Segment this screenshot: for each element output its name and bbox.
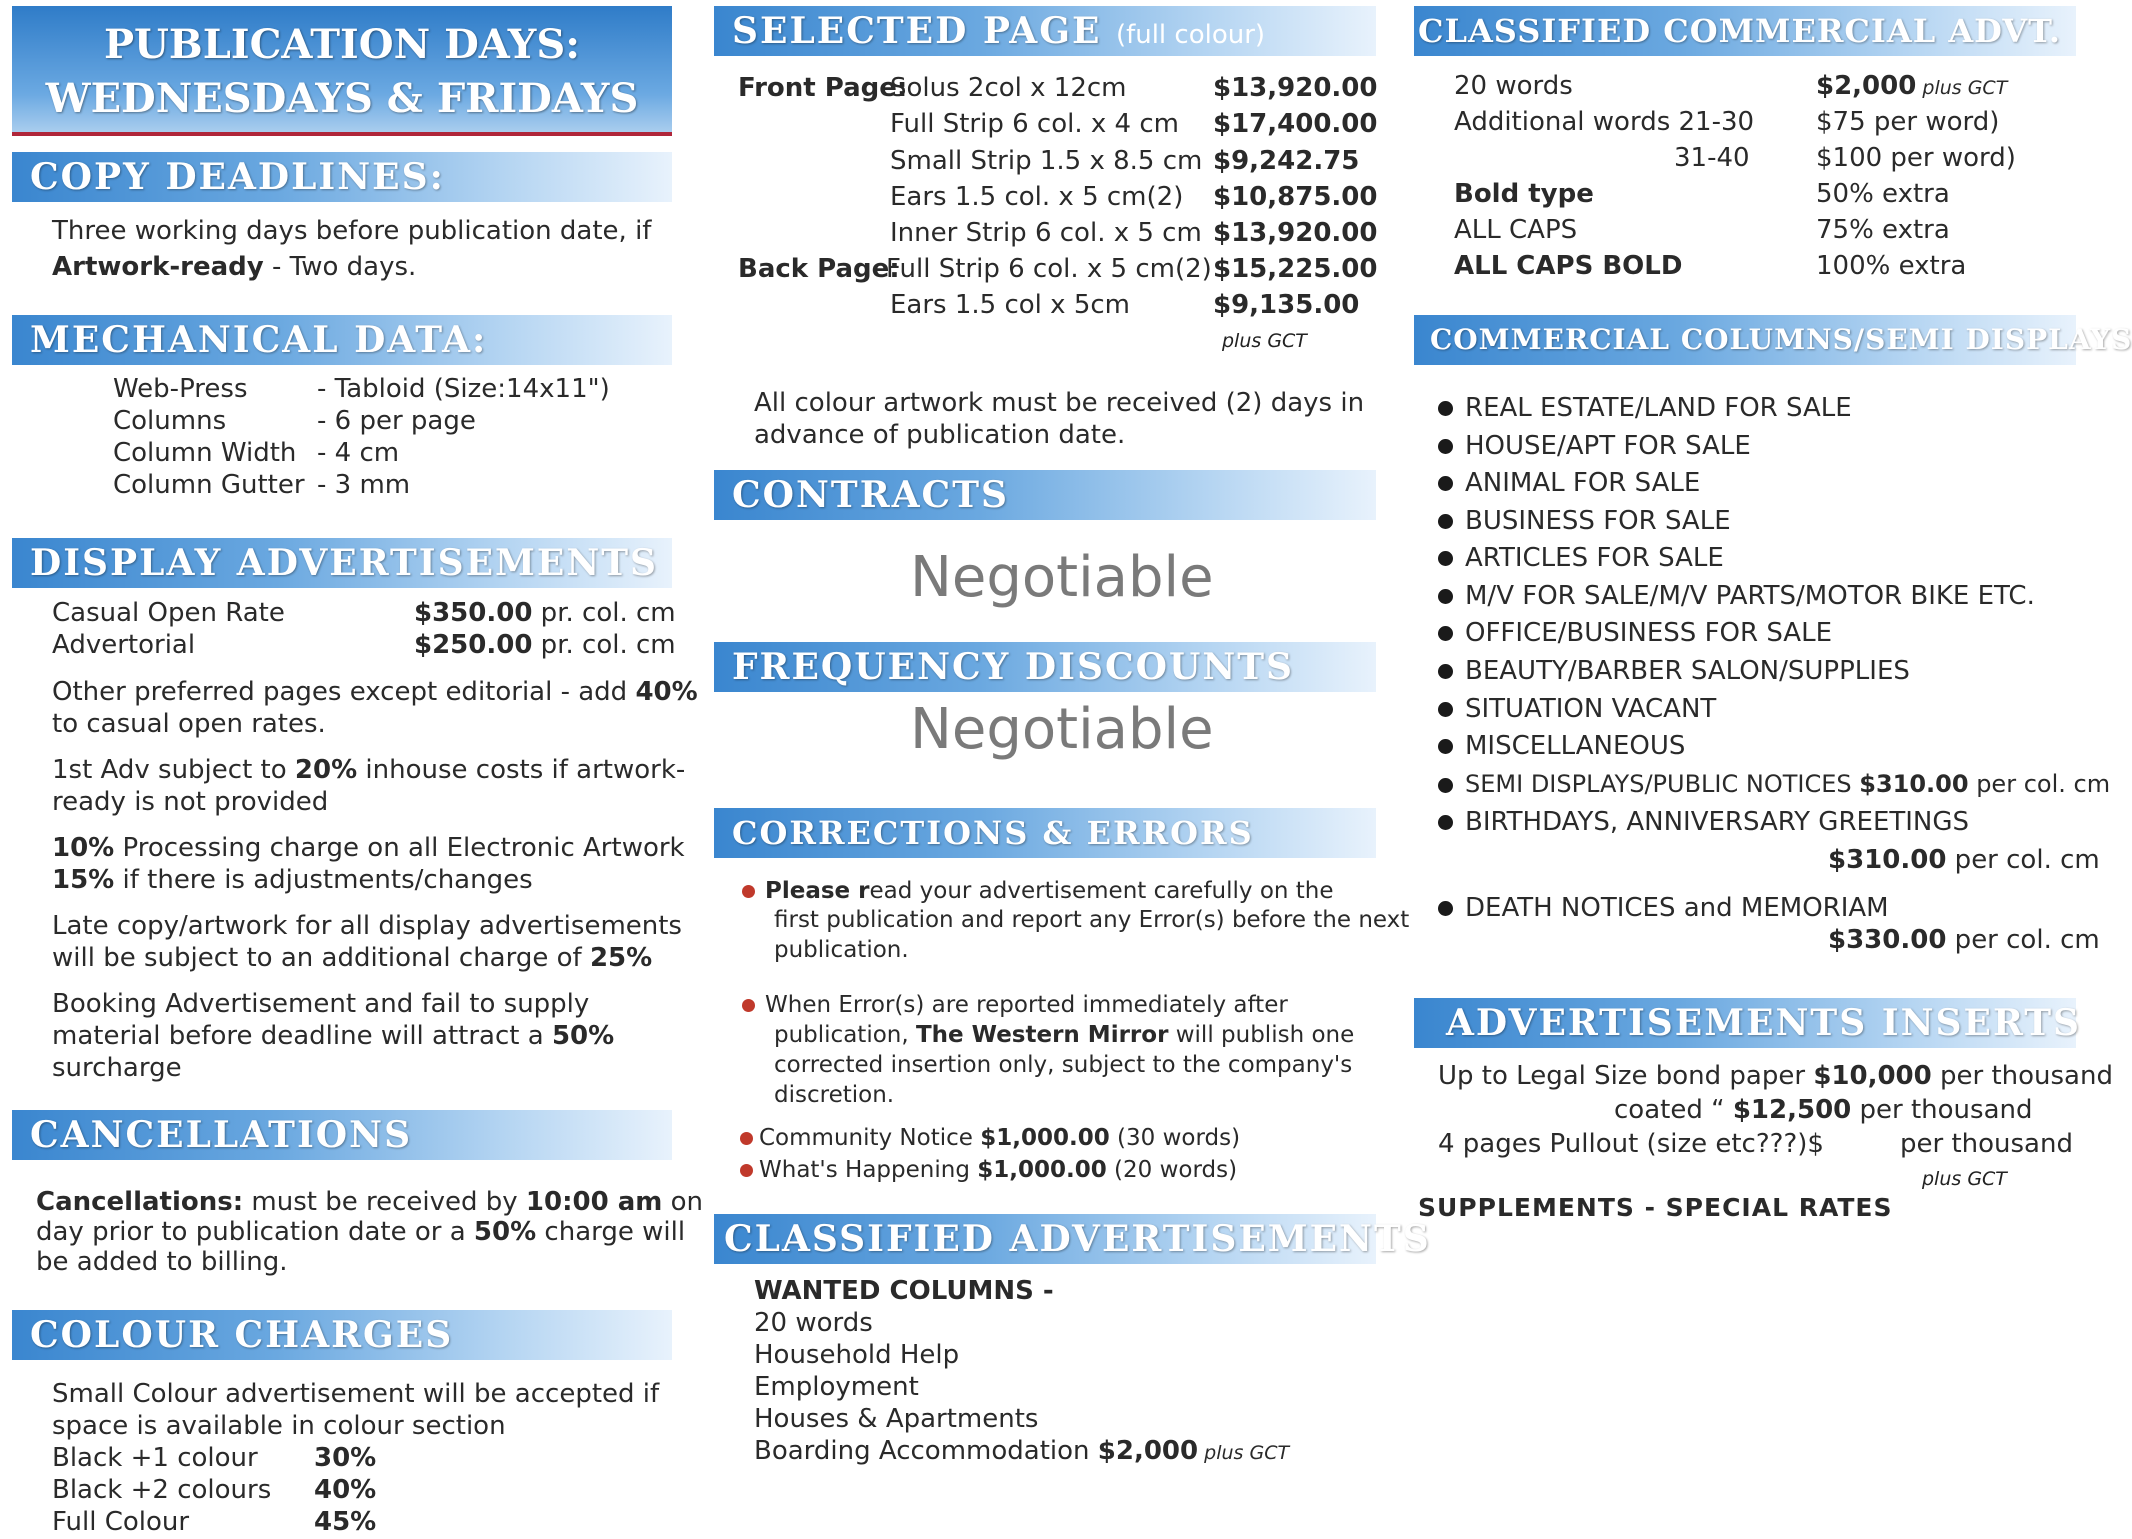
mechanical-value: - Tabloid (Size:14x11") — [317, 374, 610, 404]
corrections-bullet-1 — [742, 876, 1334, 906]
note-text: if there is adjustments/changes — [114, 865, 533, 895]
selected-page-price: $9,242.75 — [1213, 146, 1360, 176]
red-bullet-icon — [740, 1132, 753, 1145]
commercial-advt-value: 100% extra — [1816, 251, 1967, 281]
cancellations-line2 — [36, 1216, 685, 1248]
commercial-advt-row: 31-40 — [1674, 143, 1750, 173]
birthdays-price — [1828, 844, 2100, 876]
commercial-column-item — [1438, 693, 1716, 725]
inserts-heading: ADVERTISEMENTS INSERTS — [1414, 998, 2076, 1048]
corrections-bullet-1-line3: publication. — [774, 937, 909, 963]
bullet-icon — [1438, 626, 1453, 641]
copy-deadlines-rest: - Two days. — [263, 252, 417, 282]
classified-ads-heading: CLASSIFIED ADVERTISEMENTS — [714, 1214, 1376, 1264]
mechanical-key: Columns — [113, 406, 227, 436]
copy-deadlines-line2 — [52, 251, 416, 283]
selected-page-price: $10,875.00 — [1213, 182, 1378, 212]
note-text: (30 words) — [1109, 1125, 1241, 1151]
note-text: ead your advertisement carefully on the — [869, 878, 1334, 904]
commercial-advt-value: $75 per word) — [1816, 107, 2000, 137]
item-label: M/V FOR SALE/M/V PARTS/MOTOR BIKE ETC. — [1465, 581, 2035, 611]
mechanical-key: Column Width — [113, 438, 297, 468]
rate-label: Advertorial — [52, 630, 196, 660]
classified-item: Boarding Accommodation — [754, 1436, 1098, 1466]
commercial-column-item — [1438, 617, 1832, 649]
front-page-label: Front Page: — [738, 73, 908, 103]
birthdays-row — [1438, 806, 1969, 838]
insert-unit: per thousand — [1851, 1095, 2033, 1125]
note-percent: 40% — [635, 677, 698, 707]
back-page-label: Back Page: — [738, 254, 900, 284]
colour-row — [52, 1474, 376, 1506]
note-percent: 15% — [52, 865, 115, 895]
frequency-discounts-heading: FREQUENCY DISCOUNTS — [714, 642, 1376, 692]
publication-days-line1: PUBLICATION DAYS: — [103, 21, 581, 68]
adjustments-note — [52, 864, 533, 896]
item-unit: per col. cm — [1946, 845, 2100, 875]
mechanical-row — [113, 373, 610, 405]
rate-price: $250.00 — [414, 630, 533, 660]
commercial-column-item — [1438, 655, 1910, 687]
mechanical-row — [113, 469, 410, 501]
commercial-advt-row: ALL CAPS BOLD — [1454, 251, 1683, 281]
late-copy-note-2 — [52, 942, 652, 974]
rate-label: Casual Open Rate — [52, 598, 285, 628]
item-label: SEMI DISPLAYS/PUBLIC NOTICES — [1465, 770, 1860, 798]
booking-note: Booking Advertisement and fail to supply — [52, 989, 590, 1019]
note-text: day prior to publication date or a — [36, 1217, 474, 1247]
commercial-advt-heading: CLASSIFIED COMMERCIAL ADVT. — [1414, 6, 2076, 56]
late-copy-note: Late copy/artwork for all display advertisements — [52, 911, 682, 941]
commercial-column-item — [1438, 580, 2035, 612]
semi-displays-row — [1438, 768, 2110, 800]
death-notices-price — [1828, 924, 2100, 956]
note-percent: 20% — [294, 755, 358, 785]
corrections-heading: CORRECTIONS & ERRORS — [714, 808, 1376, 858]
selected-page-row: Inner Strip 6 col. x 5 cm — [890, 218, 1202, 248]
bullet-icon — [1438, 664, 1453, 679]
selected-page-row: Ears 1.5 col. x 5 cm(2) — [890, 182, 1184, 212]
publication-days-line2: WEDNESDAYS & FRIDAYS — [45, 75, 639, 122]
bullet-icon — [1438, 702, 1453, 717]
selected-page-price: $9,135.00 — [1213, 290, 1360, 320]
publication-days-banner — [12, 6, 672, 136]
item-label: ARTICLES FOR SALE — [1465, 543, 1724, 573]
note-text: What's Happening — [759, 1157, 978, 1183]
selected-page-heading — [714, 6, 1376, 56]
casual-open-rate-row — [52, 597, 676, 629]
community-notice-row — [740, 1123, 1240, 1153]
classified-item: Household Help — [754, 1340, 960, 1370]
commercial-column-item — [1438, 505, 1731, 537]
note-text: charge will — [536, 1217, 686, 1247]
insert-price: $10,000 — [1813, 1061, 1932, 1091]
note-percent: 25% — [589, 943, 653, 973]
colour-note-1: Small Colour advertisement will be accepted if — [52, 1379, 660, 1409]
bullet-icon — [1438, 589, 1453, 604]
cancellations-heading: CANCELLATIONS — [12, 1110, 672, 1160]
note-text: 1st Adv subject to — [52, 755, 295, 785]
mechanical-row — [113, 405, 476, 437]
wanted-columns-label: WANTED COLUMNS - — [754, 1276, 1054, 1306]
item-unit: per col. cm — [1946, 925, 2100, 955]
colour-label: Black +1 colour — [52, 1443, 258, 1473]
note-text: Processing charge on all Electronic Artwork — [114, 833, 685, 863]
item-price: $310.00 — [1828, 845, 1947, 875]
selected-page-row: Full Strip 6 col. x 5 cm(2) — [886, 254, 1212, 284]
classified-item: Houses & Apartments — [754, 1404, 1039, 1434]
item-label: REAL ESTATE/LAND FOR SALE — [1465, 393, 1852, 423]
mechanical-data-heading: MECHANICAL DATA: — [12, 315, 672, 365]
item-label: SITUATION VACANT — [1465, 694, 1717, 724]
please-label: Please r — [765, 878, 870, 904]
colour-artwork-note-1: All colour artwork must be received (2) days in — [754, 388, 1365, 418]
item-label: BEAUTY/BARBER SALON/SUPPLIES — [1465, 656, 1910, 686]
selected-page-row: Small Strip 1.5 x 8.5 cm — [890, 146, 1203, 176]
selected-page-row: Ears 1.5 col x 5cm — [890, 290, 1130, 320]
item-label: MISCELLANEOUS — [1465, 731, 1686, 761]
item-label: BIRTHDAYS, ANNIVERSARY GREETINGS — [1465, 807, 1970, 837]
note-percent: 10% — [52, 833, 115, 863]
inserts-row-3: 4 pages Pullout (size etc???)$ — [1438, 1129, 1824, 1159]
item-unit: per col. cm — [1968, 770, 2111, 798]
preferred-pages-note — [52, 676, 698, 708]
cancellations-line1 — [36, 1186, 703, 1218]
commercial-advt-row: 20 words — [1454, 71, 1573, 101]
processing-charge-note — [52, 832, 685, 864]
notice-price: $1,000.00 — [977, 1157, 1107, 1183]
mechanical-value: - 6 per page — [317, 406, 476, 436]
selected-page-subtitle: (full colour) — [1115, 20, 1266, 50]
cancellations-time: 10:00 am — [525, 1187, 663, 1217]
note-text: must be received by — [243, 1187, 526, 1217]
bullet-icon — [1438, 401, 1453, 416]
advertorial-row — [52, 629, 676, 661]
bullet-icon — [1438, 778, 1453, 793]
note-percent: 50% — [551, 1021, 615, 1051]
artwork-ready-label: Artwork-ready — [52, 252, 264, 282]
commercial-price: $2,000 — [1816, 71, 1917, 101]
selected-page-row: Solus 2col x 12cm — [890, 73, 1127, 103]
mechanical-key: Web-Press — [113, 374, 248, 404]
preferred-pages-note-2: to casual open rates. — [52, 709, 326, 739]
note-text: will publish one — [1168, 1022, 1355, 1048]
rate-unit: pr. col. cm — [532, 630, 676, 660]
bullet-icon — [1438, 739, 1453, 754]
commercial-advt-row: ALL CAPS — [1454, 215, 1578, 245]
colour-percent: 45% — [314, 1507, 377, 1537]
insert-label: coated “ — [1614, 1095, 1733, 1125]
commercial-advt-value — [1816, 70, 2007, 104]
cancellations-label: Cancellations: — [36, 1187, 244, 1217]
commercial-advt-row: Additional words 21-30 — [1454, 107, 1755, 137]
item-label: ANIMAL FOR SALE — [1465, 468, 1701, 498]
cancellations-line3: be added to billing. — [36, 1247, 288, 1277]
colour-percent: 40% — [314, 1475, 377, 1505]
commercial-advt-value: 50% extra — [1816, 179, 1950, 209]
colour-label: Full Colour — [52, 1507, 190, 1537]
note-text: Other preferred pages except editorial - add — [52, 677, 636, 707]
booking-note-2 — [52, 1020, 614, 1052]
selected-page-price: $13,920.00 — [1213, 73, 1378, 103]
commercial-advt-value: 75% extra — [1816, 215, 1950, 245]
classified-item: 20 words — [754, 1308, 873, 1338]
inhouse-costs-note-2: ready is not provided — [52, 787, 329, 817]
copy-deadlines-heading: COPY DEADLINES: — [12, 152, 672, 202]
note-text: will be subject to an additional charge of — [52, 943, 590, 973]
note-text: inhouse costs if artwork- — [357, 755, 686, 785]
notice-price: $1,000.00 — [980, 1125, 1110, 1151]
colour-label: Black +2 colours — [52, 1475, 272, 1505]
item-price: $330.00 — [1828, 925, 1947, 955]
classified-item: Employment — [754, 1372, 919, 1402]
mechanical-value: - 4 cm — [317, 438, 400, 468]
commercial-columns-heading: COMMERCIAL COLUMNS/SEMI DISPLAYS — [1414, 315, 2076, 365]
newspaper-name: The Western Mirror — [915, 1022, 1169, 1048]
rate-unit: pr. col. cm — [532, 598, 676, 628]
corrections-bullet-2 — [742, 990, 1288, 1020]
frequency-discounts-value: Negotiable — [910, 697, 1214, 762]
selected-page-row: Full Strip 6 col. x 4 cm — [890, 109, 1179, 139]
classified-gct: plus GCT — [1198, 1442, 1290, 1464]
selected-page-price: $13,920.00 — [1213, 218, 1378, 248]
note-percent: 50% — [473, 1217, 537, 1247]
bullet-icon — [1438, 439, 1453, 454]
supplements-label: SUPPLEMENTS - SPECIAL RATES — [1418, 1193, 1893, 1222]
corrections-bullet-2-line3: corrected insertion only, subject to the company's — [774, 1052, 1353, 1078]
colour-note-2: space is available in colour section — [52, 1411, 506, 1441]
boarding-accommodation-row — [754, 1435, 1289, 1469]
bullet-icon — [1438, 476, 1453, 491]
rate-price: $350.00 — [414, 598, 533, 628]
death-notices-row — [1438, 892, 1889, 924]
corrections-bullet-2-line4: discretion. — [774, 1082, 895, 1108]
colour-charges-heading: COLOUR CHARGES — [12, 1310, 672, 1360]
contracts-heading: CONTRACTS — [714, 470, 1376, 520]
insert-price: $12,500 — [1732, 1095, 1852, 1125]
bullet-icon — [1438, 514, 1453, 529]
commercial-column-item — [1438, 392, 1852, 424]
inserts-row-3-unit: per thousand — [1900, 1129, 2073, 1159]
bullet-icon — [1438, 551, 1453, 566]
note-text: publication, — [774, 1022, 916, 1048]
item-price: $310.00 — [1859, 770, 1969, 798]
note-text: (20 words) — [1106, 1157, 1238, 1183]
corrections-bullet-1-line2: first publication and report any Error(s) before the next — [774, 907, 1410, 933]
inserts-row-2 — [1614, 1094, 2033, 1126]
mechanical-row — [113, 437, 399, 469]
mechanical-key: Column Gutter — [113, 470, 305, 500]
inserts-gct: plus GCT — [1922, 1168, 2007, 1190]
red-bullet-icon — [742, 999, 755, 1012]
commercial-column-item — [1438, 467, 1700, 499]
selected-page-title: SELECTED PAGE — [732, 10, 1102, 52]
whats-happening-row — [740, 1155, 1237, 1185]
note-text: Community Notice — [759, 1125, 981, 1151]
note-text: on — [662, 1187, 704, 1217]
commercial-column-item — [1438, 430, 1751, 462]
corrections-bullet-2-line2 — [774, 1020, 1354, 1050]
selected-page-gct: plus GCT — [1222, 330, 1307, 352]
commercial-advt-value: $100 per word) — [1816, 143, 2016, 173]
commercial-column-item — [1438, 542, 1724, 574]
commercial-column-item — [1438, 730, 1685, 762]
booking-note-3: surcharge — [52, 1053, 182, 1083]
selected-page-price: $15,225.00 — [1213, 254, 1378, 284]
contracts-value: Negotiable — [910, 545, 1214, 610]
red-bullet-icon — [740, 1164, 753, 1177]
colour-artwork-note-2: advance of publication date. — [754, 420, 1126, 450]
inserts-row-1 — [1438, 1060, 2113, 1092]
bullet-icon — [1438, 815, 1453, 830]
colour-percent: 30% — [314, 1443, 377, 1473]
item-label: OFFICE/BUSINESS FOR SALE — [1465, 618, 1833, 648]
insert-unit: per thousand — [1931, 1061, 2113, 1091]
selected-page-price: $17,400.00 — [1213, 109, 1378, 139]
item-label: DEATH NOTICES and MEMORIAM — [1465, 893, 1889, 923]
copy-deadlines-line1: Three working days before publication date, if — [52, 216, 652, 246]
insert-label: Up to Legal Size bond paper — [1438, 1061, 1814, 1091]
commercial-advt-row: Bold type — [1454, 179, 1594, 209]
classified-price: $2,000 — [1097, 1436, 1199, 1466]
commercial-gct: plus GCT — [1916, 77, 2008, 99]
colour-row — [52, 1506, 376, 1538]
inhouse-costs-note — [52, 754, 685, 786]
item-label: BUSINESS FOR SALE — [1465, 506, 1731, 536]
mechanical-value: - 3 mm — [317, 470, 411, 500]
red-bullet-icon — [742, 885, 755, 898]
bullet-icon — [1438, 901, 1453, 916]
colour-row — [52, 1442, 376, 1474]
display-ads-heading: DISPLAY ADVERTISEMENTS — [12, 538, 672, 588]
item-label: HOUSE/APT FOR SALE — [1465, 431, 1751, 461]
note-text: When Error(s) are reported immediately after — [765, 992, 1288, 1018]
note-text: material before deadline will attract a — [52, 1021, 552, 1051]
